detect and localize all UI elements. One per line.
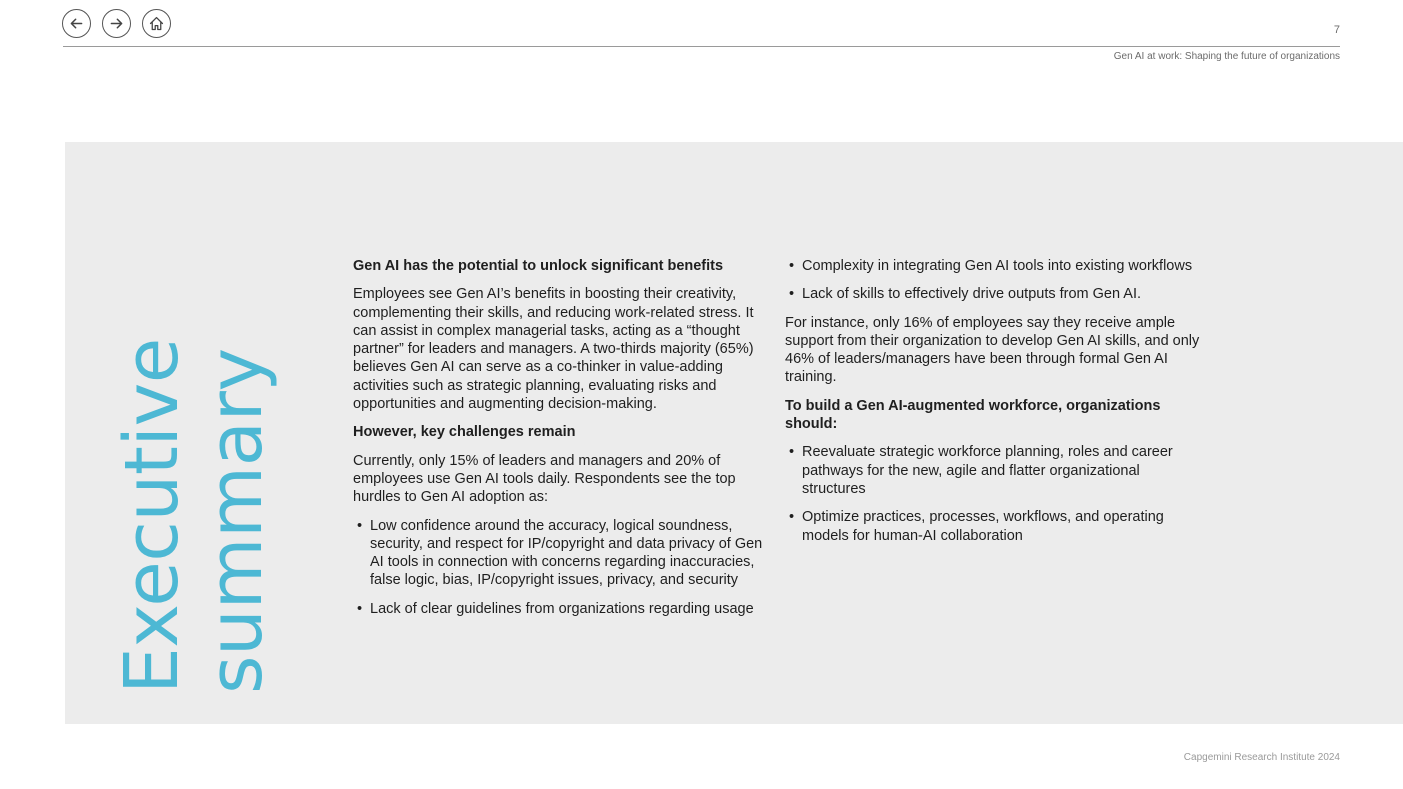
running-head: Gen AI at work: Shaping the future of organizations [1113, 51, 1340, 62]
home-icon [148, 15, 165, 32]
benefits-paragraph: Employees see Gen AI’s benefits in boosting their creativity, complementing their skills, and reducing work-related stress. It can assist in complex managerial tasks, acting as a “thought partner” for leaders and managers. A two-thirds majority (65%) believes Gen AI can serve as a co-thinker in value-adding activities such as strategic planning, evaluating risks and opportunities and augmenting decision-making. [353, 286, 754, 413]
title-line-1: Executive [109, 338, 195, 694]
hurdles-list [353, 517, 763, 618]
challenges-paragraph: Currently, only 15% of leaders and managers and 20% of employees use Gen AI tools daily. Respondents see the top hurdles to Gen AI adoption as: [353, 452, 736, 506]
benefits-heading: Gen AI has the potential to unlock significant benefits [353, 258, 724, 274]
hurdles-list-continued [785, 257, 1200, 304]
list-item: • Lack of clear guidelines from organizations regarding usage [353, 600, 763, 618]
title-line-2: summary [193, 348, 279, 694]
back-button[interactable] [62, 9, 91, 38]
forward-button[interactable] [102, 9, 131, 38]
list-item: • Complexity in integrating Gen AI tools into existing workflows [785, 257, 1200, 275]
recommendations-list [785, 443, 1200, 544]
home-button[interactable] [142, 9, 171, 38]
arrow-left-icon [68, 15, 85, 32]
list-item: • Lack of skills to effectively drive outputs from Gen AI. [785, 285, 1200, 303]
recommendations-heading: To build a Gen AI-augmented workforce, organizations should: [785, 397, 1161, 433]
list-item: • Low confidence around the accuracy, logical soundness, security, and respect for IP/copyright and data privacy of Gen AI tools in connection with concerns regarding inaccuracies, false logic, bias, IP/copyright issues, privacy, and security [353, 517, 763, 590]
challenges-heading: However, key challenges remain [353, 424, 576, 441]
section-title [109, 318, 279, 694]
list-item: • Reevaluate strategic workforce planning, roles and career pathways for the new, agile and flatter organizational structures [785, 443, 1200, 498]
training-paragraph: For instance, only 16% of employees say they receive ample support from their organization to develop Gen AI skills, and only 46% of leaders/managers have been through formal Gen AI training. [785, 314, 1200, 386]
page-number: 7 [1333, 24, 1340, 36]
header-divider [63, 46, 1340, 47]
arrow-right-icon [108, 15, 125, 32]
right-column [785, 257, 1200, 555]
list-item: • Optimize practices, processes, workflows, and operating models for human-AI collaboration [785, 508, 1200, 545]
navigation-bar [62, 9, 171, 38]
left-column [353, 257, 763, 628]
footer-credit: Capgemini Research Institute 2024 [1183, 752, 1340, 763]
